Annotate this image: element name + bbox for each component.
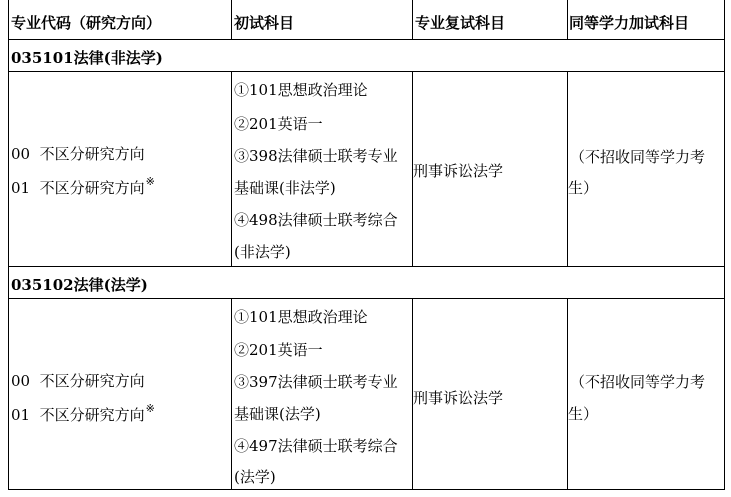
direction-row [11, 404, 155, 425]
rule-section2-title-bottom [8, 298, 725, 299]
rule-section2-bottom [8, 489, 725, 490]
rule-header-bottom [8, 39, 725, 40]
section-title: 035101法律(非法学) [11, 49, 163, 67]
direction-code: 00 [11, 372, 31, 390]
direction-name: 不区分研究方向 [39, 372, 145, 390]
extra-line: （不招收同等学力考 [570, 373, 706, 391]
header-retest-subject: 专业复试科目 [415, 14, 506, 32]
header-code-direction: 专业代码（研究方向） [11, 14, 162, 32]
header-extra-subjects: 同等学力加试科目 [569, 14, 690, 32]
retest-subject: 刑事诉讼法学 [413, 162, 504, 180]
note-mark: ※ [145, 175, 155, 188]
exam-line: ①101思想政治理论 [234, 308, 368, 326]
direction-code: 01 [11, 179, 31, 197]
header-exam-subjects: 初试科目 [234, 14, 295, 32]
exam-line: (法学) [234, 468, 276, 486]
exam-line: ③398法律硕士联考专业 [234, 147, 398, 165]
exam-line: ④497法律硕士联考综合 [234, 437, 398, 455]
direction-name: 不区分研究方向 [39, 145, 145, 163]
rule-right [724, 0, 725, 490]
note-mark: ※ [145, 402, 155, 415]
exam-line: ②201英语一 [234, 341, 323, 359]
rule-col4-header [567, 0, 568, 40]
direction-row [11, 143, 145, 164]
direction-name: 不区分研究方向 [39, 406, 145, 424]
direction-row [11, 177, 155, 198]
extra-line: 生） [568, 405, 599, 423]
exam-line: ③397法律硕士联考专业 [234, 373, 398, 391]
exam-line: 基础课(非法学) [234, 179, 336, 197]
section-title: 035102法律(法学) [11, 276, 148, 294]
exam-line: ②201英语一 [234, 115, 323, 133]
direction-name: 不区分研究方向 [39, 179, 145, 197]
exam-line: ①101思想政治理论 [234, 81, 368, 99]
exam-line: ④498法律硕士联考综合 [234, 211, 398, 229]
direction-row [11, 370, 145, 391]
rule-left [8, 0, 9, 490]
rule-section1-title-bottom [8, 71, 725, 72]
rule-section1-bottom [8, 266, 725, 267]
rule-col3-header [412, 0, 413, 40]
exam-line: 基础课(法学) [234, 405, 321, 423]
direction-code: 01 [11, 406, 31, 424]
rule-col2-s1 [231, 72, 232, 267]
exam-line: (非法学) [234, 243, 291, 261]
rule-col2-header [231, 0, 232, 40]
rule-col4-s1 [567, 72, 568, 267]
extra-line: 生） [568, 179, 599, 197]
rule-col2-s2 [231, 299, 232, 490]
retest-subject: 刑事诉讼法学 [413, 389, 504, 407]
rule-col4-s2 [567, 299, 568, 490]
direction-code: 00 [11, 145, 31, 163]
extra-line: （不招收同等学力考 [570, 148, 706, 166]
